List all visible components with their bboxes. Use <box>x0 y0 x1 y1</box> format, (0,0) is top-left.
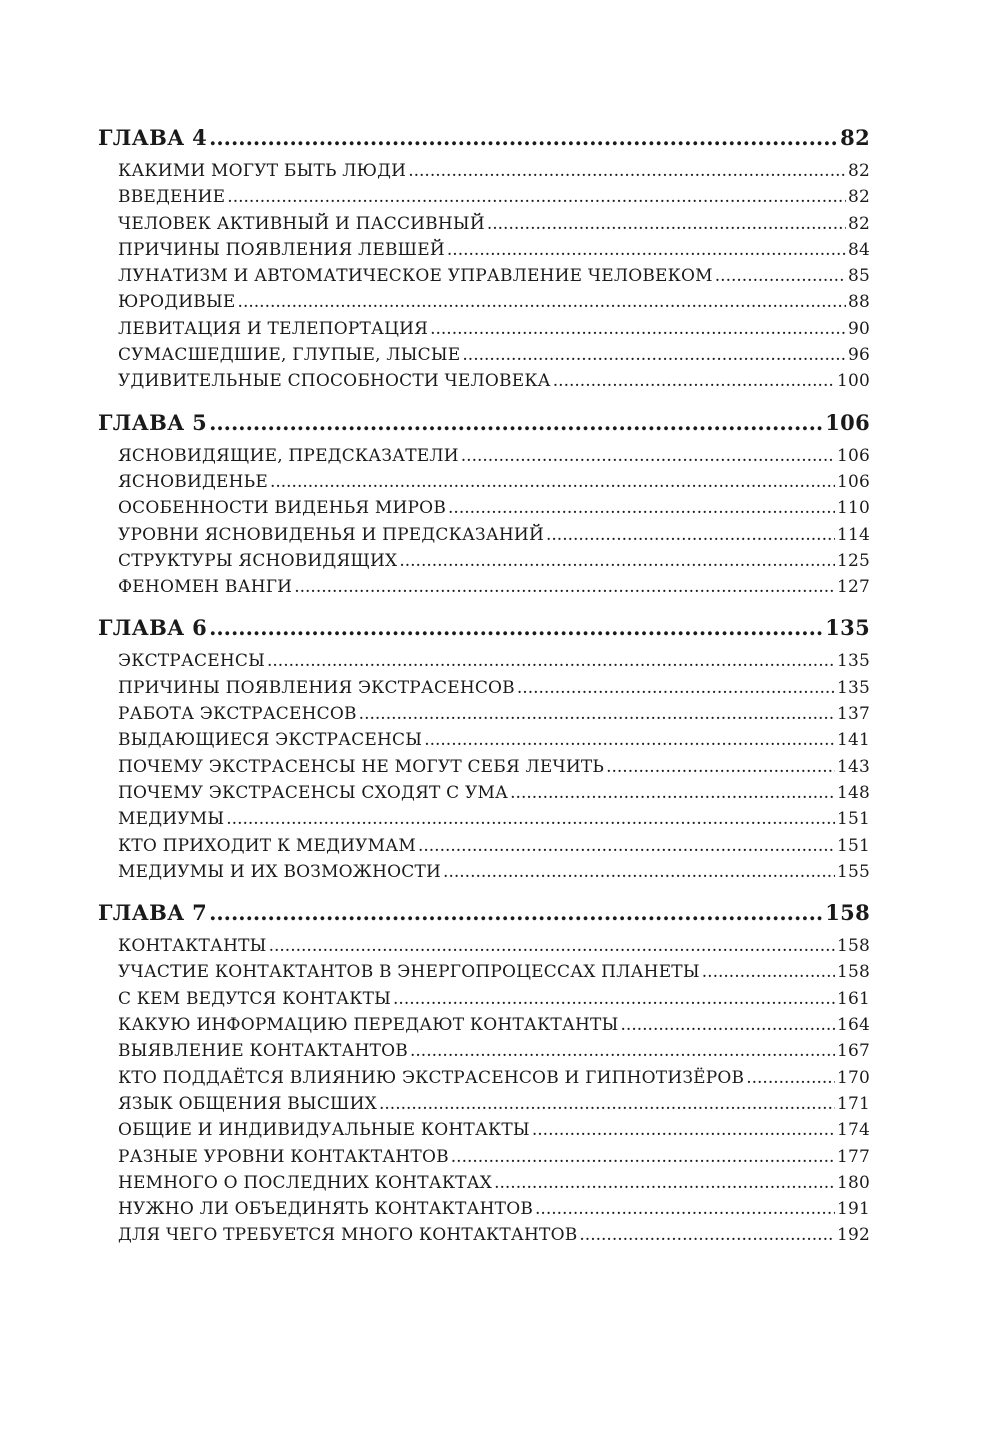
dot-leader <box>535 1199 835 1219</box>
chapter-page-number: 106 <box>825 409 870 435</box>
entry-page-number: 141 <box>836 730 870 751</box>
entry-page-number: 151 <box>836 835 870 856</box>
entry-page-number: 170 <box>836 1067 870 1088</box>
entry-page-number: 148 <box>836 782 870 803</box>
entry-page-number: 137 <box>836 704 870 725</box>
chapter-title: ГЛАВА 4 <box>98 125 208 150</box>
dot-leader <box>359 704 835 724</box>
toc-entry <box>98 1015 870 1041</box>
chapter-heading-row <box>98 125 870 161</box>
toc-entry <box>98 472 870 498</box>
toc-entry <box>98 446 870 472</box>
toc-entry <box>98 240 870 266</box>
entry-title: ЯЗЫК ОБЩЕНИЯ ВЫСШИХ <box>118 1093 377 1114</box>
dot-leader <box>553 371 835 391</box>
chapter-title: ГЛАВА 7 <box>98 900 208 926</box>
dot-leader <box>379 1094 835 1114</box>
entry-title: ЭКСТРАСЕНСЫ <box>118 651 265 672</box>
dot-leader <box>399 551 835 571</box>
entry-page-number: 158 <box>836 936 870 957</box>
entry-page-number: 127 <box>836 577 870 598</box>
toc-entry <box>98 1068 870 1094</box>
entry-page-number: 174 <box>836 1120 870 1141</box>
toc-entry <box>98 783 870 809</box>
entry-page-number: 177 <box>836 1146 870 1167</box>
entry-page-number: 167 <box>836 1041 870 1062</box>
toc-entry <box>98 1120 870 1146</box>
entry-title: ПРИЧИНЫ ПОЯВЛЕНИЯ ЛЕВШЕЙ <box>118 239 445 260</box>
dot-leader <box>294 577 835 597</box>
dot-leader <box>238 292 846 312</box>
entry-page-number: 143 <box>836 756 870 777</box>
toc-entry <box>98 757 870 783</box>
dot-leader <box>270 472 835 492</box>
entry-title: ЯСНОВИДЕНЬЕ <box>118 471 268 492</box>
dot-leader <box>606 757 835 777</box>
chapter-section <box>98 615 870 888</box>
toc-entry <box>98 862 870 888</box>
toc-entry <box>98 704 870 730</box>
entry-title: С КЕМ ВЕДУТСЯ КОНТАКТЫ <box>118 988 392 1009</box>
dot-leader <box>209 615 823 640</box>
dot-leader <box>410 1041 835 1061</box>
toc-entry <box>98 577 870 603</box>
toc-entry <box>98 266 870 292</box>
entry-title: КОНТАКТАНТЫ <box>118 936 267 957</box>
entry-page-number: 180 <box>836 1172 870 1193</box>
dot-leader <box>621 1015 835 1035</box>
toc-entry <box>98 345 870 371</box>
entry-title: ЧЕЛОВЕК АКТИВНЫЙ И ПАССИВНЫЙ <box>118 213 485 234</box>
chapter-section <box>98 125 870 398</box>
dot-leader <box>226 809 835 829</box>
entry-title: КТО ПРИХОДИТ К МЕДИУМАМ <box>118 835 416 856</box>
toc-entry <box>98 730 870 756</box>
entry-title: ЮРОДИВЫЕ <box>118 292 236 313</box>
entry-title: ДЛЯ ЧЕГО ТРЕБУЕТСЯ МНОГО КОНТАКТАНТОВ <box>118 1225 578 1246</box>
toc-entry <box>98 809 870 835</box>
entry-title: ВВЕДЕНИЕ <box>118 187 226 208</box>
entry-title: ЯСНОВИДЯЩИЕ, ПРЕДСКАЗАТЕЛИ <box>118 445 459 466</box>
dot-leader <box>448 498 835 518</box>
toc-entry <box>98 161 870 187</box>
entry-title: ФЕНОМЕН ВАНГИ <box>118 577 293 598</box>
dot-leader <box>702 962 835 982</box>
entry-page-number: 151 <box>836 809 870 830</box>
entry-title: КАКИМИ МОГУТ БЫТЬ ЛЮДИ <box>118 161 407 181</box>
toc-entry <box>98 1041 870 1067</box>
entry-title: НЕМНОГО О ПОСЛЕДНИХ КОНТАКТАХ <box>118 1172 493 1193</box>
toc-entry <box>98 292 870 318</box>
dot-leader <box>494 1173 835 1193</box>
dot-leader <box>579 1225 835 1245</box>
entry-page-number: 96 <box>847 345 870 366</box>
entry-page-number: 85 <box>847 266 870 287</box>
chapter-heading-row <box>98 410 870 446</box>
toc-entry <box>98 962 870 988</box>
entry-title: МЕДИУМЫ <box>118 809 225 830</box>
dot-leader <box>393 989 835 1009</box>
dot-leader <box>227 187 846 207</box>
toc-entry <box>98 651 870 677</box>
entry-page-number: 110 <box>836 498 870 519</box>
dot-leader <box>418 836 835 856</box>
dot-leader <box>532 1120 835 1140</box>
entry-page-number: 125 <box>836 550 870 571</box>
entry-title: МЕДИУМЫ И ИХ ВОЗМОЖНОСТИ <box>118 861 442 882</box>
dot-leader <box>209 410 823 435</box>
entry-title: СУМАСШЕДШИЕ, ГЛУПЫЕ, ЛЫСЫЕ <box>118 345 461 366</box>
entry-page-number: 84 <box>847 239 870 260</box>
entry-page-number: 171 <box>836 1093 870 1114</box>
chapter-section <box>98 900 870 1252</box>
entry-page-number: 82 <box>847 187 870 208</box>
toc-entry <box>98 1225 870 1251</box>
entry-title: ПРИЧИНЫ ПОЯВЛЕНИЯ ЭКСТРАСЕНСОВ <box>118 677 515 698</box>
toc-entry <box>98 319 870 345</box>
entry-page-number: 106 <box>836 471 870 492</box>
entry-page-number: 192 <box>836 1225 870 1246</box>
entry-title: КАКУЮ ИНФОРМАЦИЮ ПЕРЕДАЮТ КОНТАКТАНТЫ <box>118 1015 619 1036</box>
dot-leader <box>462 345 846 365</box>
entry-page-number: 106 <box>836 445 870 466</box>
dot-leader <box>269 936 835 956</box>
entry-page-number: 164 <box>836 1015 870 1036</box>
entry-title: КТО ПОДДАЁТСЯ ВЛИЯНИЮ ЭКСТРАСЕНСОВ И ГИПНОТИЗЁРОВ <box>118 1067 745 1088</box>
entry-page-number: 158 <box>836 962 870 983</box>
dot-leader <box>715 266 846 286</box>
dot-leader <box>408 161 846 181</box>
entry-title: ПОЧЕМУ ЭКСТРАСЕНСЫ НЕ МОГУТ СЕБЯ ЛЕЧИТЬ <box>118 756 605 777</box>
toc-entry <box>98 1199 870 1225</box>
entry-page-number: 135 <box>836 651 870 672</box>
toc-entry <box>98 1094 870 1120</box>
toc-entry <box>98 1147 870 1173</box>
table-of-contents <box>98 125 870 1264</box>
toc-entry <box>98 525 870 551</box>
toc-entry <box>98 551 870 577</box>
entry-page-number: 82 <box>847 213 870 234</box>
dot-leader <box>443 862 835 882</box>
chapter-title: ГЛАВА 5 <box>98 409 208 435</box>
entry-title: РАБОТА ЭКСТРАСЕНСОВ <box>118 704 357 725</box>
dot-leader <box>209 125 838 150</box>
toc-entry <box>98 989 870 1015</box>
entry-title: ОСОБЕННОСТИ ВИДЕНЬЯ МИРОВ <box>118 498 447 519</box>
entry-title: РАЗНЫЕ УРОВНИ КОНТАКТАНТОВ <box>118 1146 449 1167</box>
toc-entry <box>98 498 870 524</box>
dot-leader <box>517 678 835 698</box>
entry-title: НУЖНО ЛИ ОБЪЕДИНЯТЬ КОНТАКТАНТОВ <box>118 1199 534 1220</box>
entry-page-number: 135 <box>836 677 870 698</box>
dot-leader <box>209 900 823 925</box>
chapter-section <box>98 410 870 604</box>
dot-leader <box>546 525 835 545</box>
entry-title: УРОВНИ ЯСНОВИДЕНЬЯ И ПРЕДСКАЗАНИЙ <box>118 524 544 545</box>
toc-entry <box>98 836 870 862</box>
toc-entry <box>98 678 870 704</box>
toc-entry <box>98 214 870 240</box>
entry-title: ВЫДАЮЩИЕСЯ ЭКСТРАСЕНСЫ <box>118 730 423 751</box>
entry-page-number: 191 <box>836 1199 870 1220</box>
entry-title: УДИВИТЕЛЬНЫЕ СПОСОБНОСТИ ЧЕЛОВЕКА <box>118 371 551 392</box>
dot-leader <box>424 730 835 750</box>
dot-leader <box>746 1068 835 1088</box>
entry-page-number: 114 <box>836 524 870 545</box>
chapter-page-number: 158 <box>825 900 870 926</box>
entry-page-number: 88 <box>847 292 870 313</box>
entry-title: УЧАСТИЕ КОНТАКТАНТОВ В ЭНЕРГОПРОЦЕССАХ ПЛАНЕТЫ <box>118 962 700 983</box>
chapter-page-number: 82 <box>840 125 870 150</box>
entry-page-number: 82 <box>847 161 870 181</box>
dot-leader <box>447 240 846 260</box>
entry-page-number: 90 <box>847 318 870 339</box>
chapter-title: ГЛАВА 6 <box>98 615 208 641</box>
dot-leader <box>461 446 835 466</box>
chapter-page-number: 135 <box>825 615 870 641</box>
dot-leader <box>451 1147 835 1167</box>
entry-page-number: 100 <box>836 371 870 392</box>
toc-entry <box>98 371 870 397</box>
chapter-heading-row <box>98 615 870 651</box>
entry-page-number: 155 <box>836 861 870 882</box>
entry-title: СТРУКТУРЫ ЯСНОВИДЯЩИХ <box>118 550 398 571</box>
dot-leader <box>430 319 846 339</box>
toc-entry <box>98 1173 870 1199</box>
entry-title: ОБЩИЕ И ИНДИВИДУАЛЬНЫЕ КОНТАКТЫ <box>118 1120 530 1141</box>
entry-page-number: 161 <box>836 988 870 1009</box>
dot-leader <box>487 214 846 234</box>
toc-entry <box>98 936 870 962</box>
entry-title: ЛЕВИТАЦИЯ И ТЕЛЕПОРТАЦИЯ <box>118 318 429 339</box>
dot-leader <box>510 783 835 803</box>
dot-leader <box>267 651 835 671</box>
entry-title: ВЫЯВЛЕНИЕ КОНТАКТАНТОВ <box>118 1041 408 1062</box>
chapter-heading-row <box>98 900 870 936</box>
toc-entry <box>98 187 870 213</box>
entry-title: ЛУНАТИЗМ И АВТОМАТИЧЕСКОЕ УПРАВЛЕНИЕ ЧЕЛОВЕКОМ <box>118 266 713 287</box>
entry-title: ПОЧЕМУ ЭКСТРАСЕНСЫ СХОДЯТ С УМА <box>118 782 509 803</box>
